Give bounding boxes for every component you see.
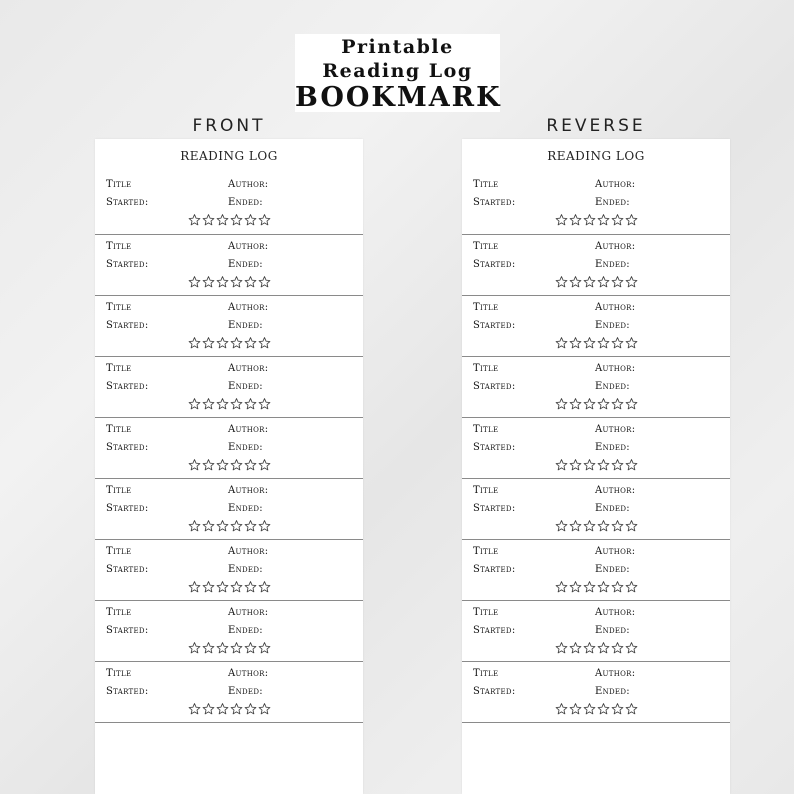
author-field-label: Author: xyxy=(228,546,269,557)
ended-field-label: Ended: xyxy=(228,320,263,331)
star-outline-icon xyxy=(569,519,582,533)
star-outline-icon xyxy=(611,213,624,227)
title-field-label: Title xyxy=(106,424,132,435)
star-rating xyxy=(555,641,638,657)
title-field-label: Title xyxy=(473,485,499,496)
ended-field-label: Ended: xyxy=(228,442,263,453)
star-outline-icon xyxy=(625,702,638,716)
star-outline-icon xyxy=(258,213,271,227)
star-outline-icon xyxy=(583,275,596,289)
title-field-label: Title xyxy=(473,607,499,618)
star-outline-icon xyxy=(555,458,568,472)
star-outline-icon xyxy=(555,275,568,289)
star-outline-icon xyxy=(625,275,638,289)
star-outline-icon xyxy=(188,397,201,411)
title-field-label: Title xyxy=(106,302,132,313)
star-rating xyxy=(188,641,271,657)
star-outline-icon xyxy=(188,275,201,289)
star-rating xyxy=(555,519,638,535)
star-outline-icon xyxy=(230,275,243,289)
star-outline-icon xyxy=(583,336,596,350)
started-field-label: Started: xyxy=(473,381,516,392)
title-field-label: Title xyxy=(473,179,499,190)
star-outline-icon xyxy=(216,275,229,289)
front-log-entry xyxy=(95,296,363,357)
front-log-entry xyxy=(95,357,363,418)
star-outline-icon xyxy=(583,458,596,472)
star-rating xyxy=(555,213,638,229)
star-outline-icon xyxy=(244,397,257,411)
star-rating xyxy=(188,702,271,718)
star-outline-icon xyxy=(216,702,229,716)
star-outline-icon xyxy=(216,336,229,350)
star-outline-icon xyxy=(611,458,624,472)
star-outline-icon xyxy=(569,336,582,350)
star-outline-icon xyxy=(569,641,582,655)
star-outline-icon xyxy=(216,580,229,594)
star-outline-icon xyxy=(202,702,215,716)
star-outline-icon xyxy=(597,397,610,411)
started-field-label: Started: xyxy=(106,320,149,331)
star-outline-icon xyxy=(569,702,582,716)
star-rating xyxy=(555,275,638,291)
ended-field-label: Ended: xyxy=(595,381,630,392)
header-line-3: BOOKMARK xyxy=(295,82,502,113)
star-outline-icon xyxy=(216,397,229,411)
title-field-label: Title xyxy=(473,302,499,313)
author-field-label: Author: xyxy=(228,302,269,313)
star-outline-icon xyxy=(244,275,257,289)
star-outline-icon xyxy=(597,641,610,655)
star-outline-icon xyxy=(625,641,638,655)
star-outline-icon xyxy=(597,580,610,594)
reverse-entry-list xyxy=(462,173,730,723)
star-outline-icon xyxy=(230,458,243,472)
star-outline-icon xyxy=(202,213,215,227)
star-outline-icon xyxy=(202,275,215,289)
title-field-label: Title xyxy=(106,668,132,679)
reverse-log-entry xyxy=(462,296,730,357)
star-outline-icon xyxy=(244,702,257,716)
front-bookmark xyxy=(95,139,363,794)
star-outline-icon xyxy=(597,702,610,716)
star-outline-icon xyxy=(258,580,271,594)
author-field-label: Author: xyxy=(228,424,269,435)
author-field-label: Author: xyxy=(228,485,269,496)
title-field-label: Title xyxy=(473,424,499,435)
author-field-label: Author: xyxy=(595,485,636,496)
ended-field-label: Ended: xyxy=(228,381,263,392)
star-outline-icon xyxy=(625,213,638,227)
star-outline-icon xyxy=(569,458,582,472)
star-outline-icon xyxy=(569,275,582,289)
star-outline-icon xyxy=(216,519,229,533)
star-outline-icon xyxy=(555,397,568,411)
reverse-label: REVERSE xyxy=(546,116,646,136)
star-outline-icon xyxy=(230,641,243,655)
star-rating xyxy=(555,702,638,718)
star-outline-icon xyxy=(258,641,271,655)
star-outline-icon xyxy=(625,336,638,350)
star-outline-icon xyxy=(216,213,229,227)
star-outline-icon xyxy=(583,213,596,227)
star-outline-icon xyxy=(202,641,215,655)
star-outline-icon xyxy=(611,580,624,594)
star-rating xyxy=(188,336,271,352)
ended-field-label: Ended: xyxy=(228,503,263,514)
star-outline-icon xyxy=(611,702,624,716)
star-outline-icon xyxy=(583,397,596,411)
star-outline-icon xyxy=(569,580,582,594)
ended-field-label: Ended: xyxy=(228,625,263,636)
started-field-label: Started: xyxy=(106,381,149,392)
star-outline-icon xyxy=(258,519,271,533)
title-field-label: Title xyxy=(106,179,132,190)
started-field-label: Started: xyxy=(106,197,149,208)
reverse-log-entry xyxy=(462,418,730,479)
star-outline-icon xyxy=(611,519,624,533)
star-outline-icon xyxy=(230,336,243,350)
star-outline-icon xyxy=(625,397,638,411)
header-title-box xyxy=(295,34,500,112)
author-field-label: Author: xyxy=(228,668,269,679)
reverse-log-entry xyxy=(462,173,730,235)
star-outline-icon xyxy=(230,397,243,411)
started-field-label: Started: xyxy=(106,503,149,514)
star-outline-icon xyxy=(188,213,201,227)
title-field-label: Title xyxy=(106,241,132,252)
star-outline-icon xyxy=(555,336,568,350)
front-log-entry xyxy=(95,601,363,662)
front-log-entry xyxy=(95,235,363,296)
star-outline-icon xyxy=(555,519,568,533)
author-field-label: Author: xyxy=(228,241,269,252)
ended-field-label: Ended: xyxy=(228,686,263,697)
author-field-label: Author: xyxy=(228,179,269,190)
star-outline-icon xyxy=(188,336,201,350)
star-outline-icon xyxy=(188,641,201,655)
star-rating xyxy=(555,336,638,352)
star-rating xyxy=(188,519,271,535)
started-field-label: Started: xyxy=(106,686,149,697)
star-outline-icon xyxy=(611,641,624,655)
star-outline-icon xyxy=(597,519,610,533)
star-outline-icon xyxy=(202,519,215,533)
star-outline-icon xyxy=(202,580,215,594)
author-field-label: Author: xyxy=(595,363,636,374)
star-outline-icon xyxy=(244,336,257,350)
front-log-entry xyxy=(95,479,363,540)
star-outline-icon xyxy=(188,580,201,594)
front-label: FRONT xyxy=(192,116,266,136)
star-outline-icon xyxy=(188,519,201,533)
star-outline-icon xyxy=(597,213,610,227)
star-rating xyxy=(188,458,271,474)
front-log-entry xyxy=(95,418,363,479)
author-field-label: Author: xyxy=(228,607,269,618)
front-log-entry xyxy=(95,173,363,235)
star-rating xyxy=(555,397,638,413)
author-field-label: Author: xyxy=(595,668,636,679)
started-field-label: Started: xyxy=(473,442,516,453)
reverse-log-entry xyxy=(462,662,730,723)
star-outline-icon xyxy=(569,213,582,227)
star-outline-icon xyxy=(555,702,568,716)
ended-field-label: Ended: xyxy=(595,503,630,514)
star-outline-icon xyxy=(230,213,243,227)
star-outline-icon xyxy=(555,641,568,655)
header-line-2: Reading Log xyxy=(322,60,473,82)
star-rating xyxy=(555,580,638,596)
title-field-label: Title xyxy=(106,363,132,374)
author-field-label: Author: xyxy=(595,546,636,557)
reverse-log-entry xyxy=(462,601,730,662)
reverse-log-entry xyxy=(462,479,730,540)
star-outline-icon xyxy=(611,397,624,411)
star-outline-icon xyxy=(230,580,243,594)
star-outline-icon xyxy=(258,458,271,472)
front-bookmark-heading: READING LOG xyxy=(180,149,278,163)
reverse-bookmark xyxy=(462,139,730,794)
star-outline-icon xyxy=(202,336,215,350)
star-outline-icon xyxy=(258,702,271,716)
reverse-log-entry xyxy=(462,357,730,418)
started-field-label: Started: xyxy=(473,564,516,575)
started-field-label: Started: xyxy=(473,625,516,636)
star-outline-icon xyxy=(611,275,624,289)
title-field-label: Title xyxy=(106,485,132,496)
author-field-label: Author: xyxy=(595,241,636,252)
ended-field-label: Ended: xyxy=(595,442,630,453)
star-outline-icon xyxy=(216,641,229,655)
star-outline-icon xyxy=(188,702,201,716)
author-field-label: Author: xyxy=(595,179,636,190)
title-field-label: Title xyxy=(473,363,499,374)
reverse-bookmark-heading: READING LOG xyxy=(547,149,645,163)
title-field-label: Title xyxy=(106,607,132,618)
author-field-label: Author: xyxy=(595,302,636,313)
star-outline-icon xyxy=(569,397,582,411)
star-outline-icon xyxy=(230,702,243,716)
header-line-1: Printable xyxy=(341,36,454,58)
started-field-label: Started: xyxy=(106,442,149,453)
title-field-label: Title xyxy=(473,668,499,679)
star-outline-icon xyxy=(583,519,596,533)
star-outline-icon xyxy=(258,275,271,289)
started-field-label: Started: xyxy=(106,564,149,575)
star-outline-icon xyxy=(230,519,243,533)
star-outline-icon xyxy=(244,580,257,594)
star-rating xyxy=(188,275,271,291)
star-outline-icon xyxy=(555,213,568,227)
star-outline-icon xyxy=(216,458,229,472)
ended-field-label: Ended: xyxy=(595,564,630,575)
star-outline-icon xyxy=(258,397,271,411)
ended-field-label: Ended: xyxy=(228,564,263,575)
star-rating xyxy=(555,458,638,474)
star-rating xyxy=(188,397,271,413)
started-field-label: Started: xyxy=(473,686,516,697)
star-outline-icon xyxy=(244,641,257,655)
author-field-label: Author: xyxy=(595,607,636,618)
star-outline-icon xyxy=(244,458,257,472)
star-outline-icon xyxy=(244,213,257,227)
title-field-label: Title xyxy=(473,546,499,557)
star-outline-icon xyxy=(625,580,638,594)
started-field-label: Started: xyxy=(473,320,516,331)
started-field-label: Started: xyxy=(473,503,516,514)
star-outline-icon xyxy=(597,336,610,350)
started-field-label: Started: xyxy=(473,259,516,270)
front-entry-list xyxy=(95,173,363,723)
star-outline-icon xyxy=(555,580,568,594)
author-field-label: Author: xyxy=(228,363,269,374)
ended-field-label: Ended: xyxy=(595,320,630,331)
started-field-label: Started: xyxy=(106,625,149,636)
star-rating xyxy=(188,580,271,596)
star-outline-icon xyxy=(625,458,638,472)
title-field-label: Title xyxy=(106,546,132,557)
started-field-label: Started: xyxy=(106,259,149,270)
star-outline-icon xyxy=(202,397,215,411)
ended-field-label: Ended: xyxy=(595,686,630,697)
star-outline-icon xyxy=(597,275,610,289)
star-outline-icon xyxy=(597,458,610,472)
ended-field-label: Ended: xyxy=(595,625,630,636)
star-outline-icon xyxy=(625,519,638,533)
star-outline-icon xyxy=(583,641,596,655)
front-log-entry xyxy=(95,540,363,601)
star-outline-icon xyxy=(258,336,271,350)
star-rating xyxy=(188,213,271,229)
reverse-log-entry xyxy=(462,235,730,296)
author-field-label: Author: xyxy=(595,424,636,435)
star-outline-icon xyxy=(611,336,624,350)
star-outline-icon xyxy=(244,519,257,533)
star-outline-icon xyxy=(583,580,596,594)
star-outline-icon xyxy=(202,458,215,472)
ended-field-label: Ended: xyxy=(595,197,630,208)
ended-field-label: Ended: xyxy=(228,259,263,270)
star-outline-icon xyxy=(583,702,596,716)
reverse-log-entry xyxy=(462,540,730,601)
ended-field-label: Ended: xyxy=(595,259,630,270)
front-log-entry xyxy=(95,662,363,723)
title-field-label: Title xyxy=(473,241,499,252)
star-outline-icon xyxy=(188,458,201,472)
started-field-label: Started: xyxy=(473,197,516,208)
ended-field-label: Ended: xyxy=(228,197,263,208)
